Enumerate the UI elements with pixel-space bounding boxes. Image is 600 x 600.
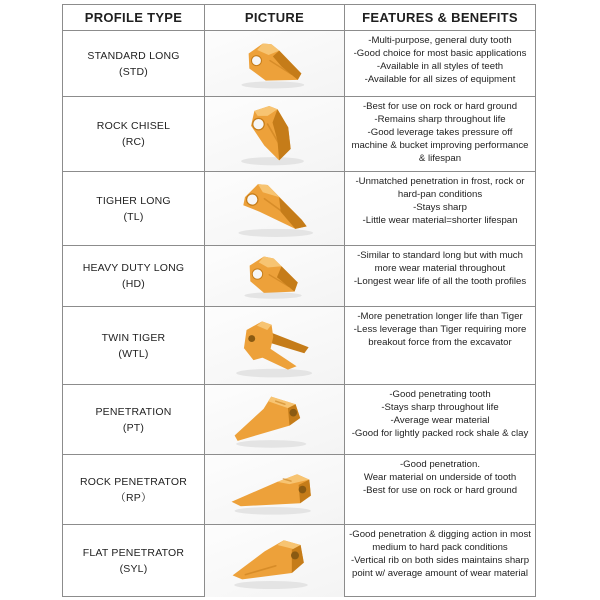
feature-line: -Good choice for most basic applications <box>353 48 527 59</box>
feature-line: -Best for use on rock or hard ground <box>362 485 518 496</box>
tiger-long-tooth-image <box>212 176 338 241</box>
feature-line: -More penetration longer life than Tiger <box>357 311 523 322</box>
table-row-heavy-duty-long <box>63 246 535 307</box>
feature-line: -Good penetration. <box>399 459 480 470</box>
twin-tiger-tooth-image <box>212 311 338 380</box>
profile-cell <box>63 31 205 96</box>
feature-line: -Available for all sizes of equipment <box>364 74 516 85</box>
features-cell <box>345 455 535 524</box>
picture-cell <box>205 172 345 245</box>
features-cell <box>345 97 535 171</box>
feature-line: -Stays sharp throughout life <box>381 402 499 413</box>
feature-line: -Little wear material=shorter lifespan <box>362 215 518 226</box>
profile-cell <box>63 246 205 306</box>
profile-code: (RC) <box>122 136 145 148</box>
profile-code: (PT) <box>122 421 145 434</box>
picture-cell <box>205 525 345 597</box>
profile-code: (STD) <box>119 65 148 78</box>
feature-line: -Multi-purpose, general duty tooth <box>368 35 512 46</box>
profile-cell <box>63 97 205 171</box>
table-row-penetration <box>63 385 535 455</box>
table-row-tiger-long <box>63 172 535 246</box>
profile-name: FLAT PENETRATOR <box>82 547 185 559</box>
profile-code: (HD) <box>122 278 145 290</box>
picture-cell <box>205 307 345 384</box>
feature-line: -Longest wear life of all the tooth profiles <box>353 276 527 287</box>
profile-name: ROCK PENETRATOR <box>79 475 188 488</box>
profile-cell <box>63 455 205 524</box>
picture-cell <box>205 455 345 524</box>
profile-code: (SYL) <box>119 563 148 575</box>
standard-long-tooth-image <box>212 35 338 92</box>
feature-line: -Less leverage than Tiger requiring more breakout force from the excavator <box>353 324 527 348</box>
rock-penetrator-tooth-image <box>212 459 338 520</box>
feature-line: -Good penetrating tooth <box>389 389 491 400</box>
picture-cell <box>205 385 345 454</box>
features-cell <box>345 385 535 454</box>
profile-name: TIGHER LONG <box>96 194 171 207</box>
column-header-features-benefits: FEATURES & BENEFITS <box>362 10 518 25</box>
penetration-tooth-image <box>212 389 338 450</box>
profile-code: (WTL) <box>118 347 149 360</box>
profile-table <box>62 4 536 597</box>
profile-cell <box>63 172 205 245</box>
features-cell <box>345 172 535 245</box>
features-cell <box>345 525 535 597</box>
profile-cell <box>63 525 205 597</box>
profile-name: STANDARD LONG <box>87 49 180 62</box>
feature-line: -Available in all styles of teeth <box>376 61 504 72</box>
features-cell <box>345 246 535 306</box>
feature-line: -Similar to standard long but with much more wear material throughout <box>357 250 523 274</box>
column-header-picture: PICTURE <box>205 5 345 30</box>
profile-name: HEAVY DUTY LONG <box>82 262 185 274</box>
table-row-standard-long <box>63 31 535 97</box>
column-header-profile-type: PROFILE TYPE <box>63 5 205 30</box>
feature-line: -Good leverage takes pressure off machine & bucket improving performance & lifespan <box>351 127 529 164</box>
features-cell <box>345 31 535 96</box>
feature-line: Wear material on underside of tooth <box>363 472 517 483</box>
picture-cell <box>205 97 345 171</box>
heavy-duty-long-tooth-image <box>212 250 338 302</box>
feature-line: -Vertical rib on both sides maintains sharp point w/ average amount of wear material <box>350 555 530 579</box>
table-row-rock-penetrator <box>63 455 535 525</box>
flat-penetrator-tooth-image <box>212 529 338 593</box>
feature-line: -Stays sharp <box>413 202 467 213</box>
profile-name: TWIN TIGER <box>101 331 166 344</box>
picture-cell <box>205 246 345 306</box>
table-row-twin-tiger <box>63 307 535 385</box>
table-row-rock-chisel <box>63 97 535 172</box>
feature-line: -Good for lightly packed rock shale & clay <box>351 428 529 439</box>
profile-name: PENETRATION <box>95 405 172 418</box>
feature-line: -Average wear material <box>390 415 490 426</box>
feature-line: -Best for use on rock or hard ground <box>362 101 518 112</box>
table-row-flat-penetrator <box>63 525 535 597</box>
header-row <box>63 5 535 31</box>
profile-code: （RP） <box>115 491 152 504</box>
profile-cell <box>63 307 205 384</box>
features-cell <box>345 307 535 384</box>
feature-line: -Remains sharp throughout life <box>374 114 506 125</box>
feature-line: -Good penetration & digging action in most medium to hard pack conditions <box>349 529 531 553</box>
rock-chisel-tooth-image <box>212 101 338 167</box>
profile-name: ROCK CHISEL <box>96 120 171 132</box>
profile-code: (TL) <box>123 210 144 223</box>
feature-line: -Unmatched penetration in frost, rock or hard-pan conditions <box>355 176 525 200</box>
picture-cell <box>205 31 345 96</box>
profile-cell <box>63 385 205 454</box>
